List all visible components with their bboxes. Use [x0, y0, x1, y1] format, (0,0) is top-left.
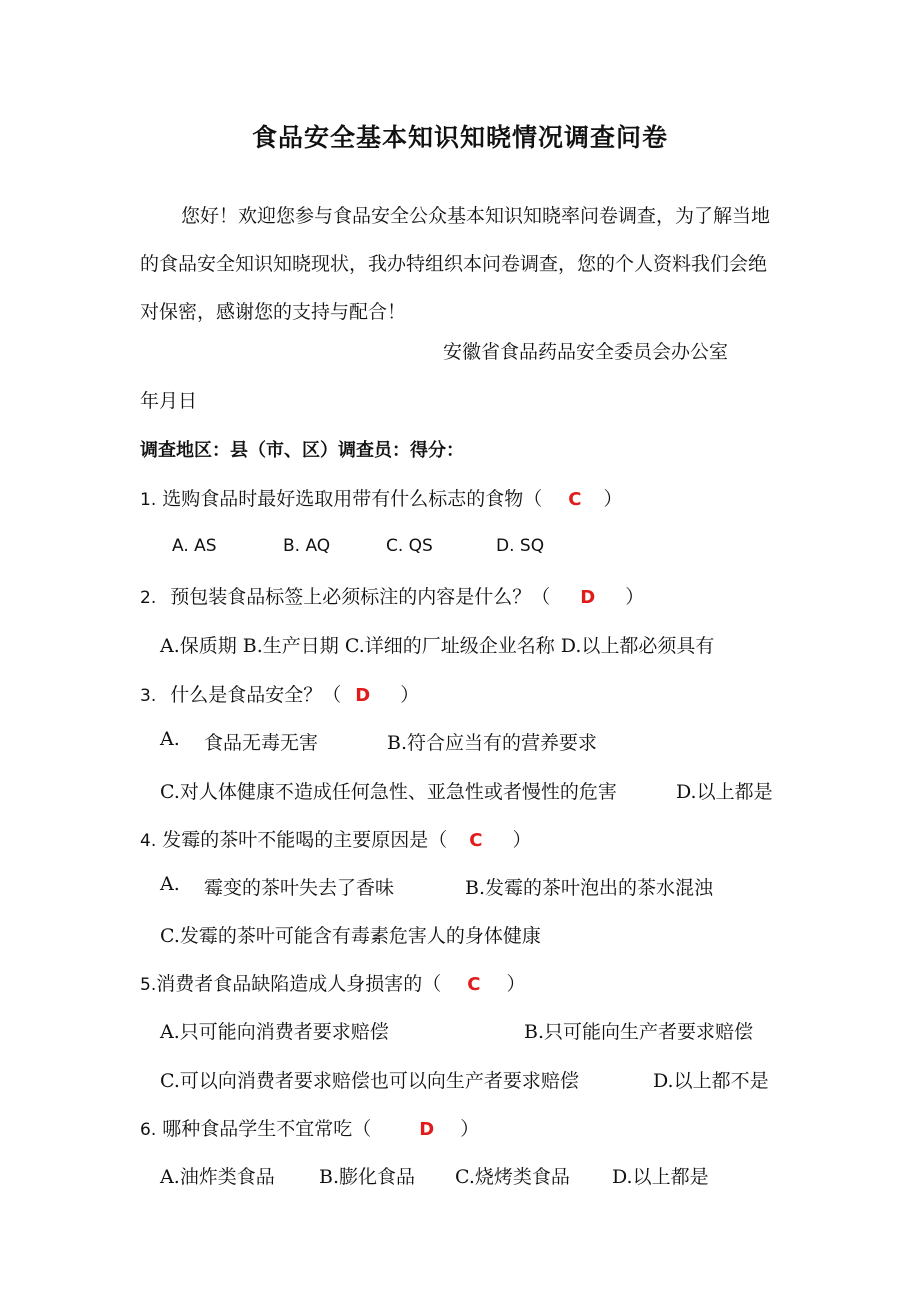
answer-mark: D [355, 685, 371, 706]
option-1a: A. AS [172, 536, 217, 556]
question-number: 1. [140, 490, 157, 510]
question-text: 消费者食品缺陷造成人身损害的（ [156, 973, 442, 995]
option-5a: A.只可能向消费者要求赔偿 [160, 1021, 389, 1043]
question-close: ） [603, 488, 623, 510]
option-1d: D. SQ [496, 536, 545, 556]
answer-mark: C [467, 974, 481, 995]
question-close: ） [625, 586, 645, 608]
option-5b: B.只可能向生产者要求赔偿 [524, 1021, 754, 1043]
question-close: ） [506, 973, 526, 995]
option-6c: C.烧烤类食品 [455, 1166, 570, 1188]
question-close: ） [460, 1118, 480, 1140]
option-1b: B. AQ [283, 536, 331, 556]
question-2 [140, 582, 644, 609]
question-close: ） [512, 829, 532, 851]
question-4 [140, 825, 532, 852]
option-5d: D.以上都不是 [653, 1070, 769, 1092]
question-text: 哪种食品学生不宜常吃（ [162, 1118, 372, 1140]
answer-mark: C [469, 830, 483, 851]
option-6b: B.膨化食品 [319, 1166, 416, 1188]
question-text: 选购食品时最好选取用带有什么标志的食物（ [162, 488, 543, 510]
signer: 安徽省食品药品安全委员会办公室 [443, 341, 729, 363]
answer-mark: D [580, 587, 596, 608]
date-line: 年月日 [140, 390, 198, 412]
question-number: 2. [140, 588, 157, 608]
option-4a: 霉变的茶叶失去了香味 [204, 877, 395, 899]
question-text: 什么是食品安全？（ [170, 684, 342, 706]
option-3d: D.以上都是 [676, 781, 773, 803]
question-number: 3. [140, 686, 157, 706]
option-4b: B.发霉的茶叶泡出的茶水混浊 [465, 877, 714, 899]
question-1 [140, 484, 623, 511]
question-number: 6. [140, 1120, 157, 1140]
question-text: 预包装食品标签上必须标注的内容是什么？（ [170, 586, 551, 608]
question-close: ） [400, 684, 420, 706]
answer-mark: C [568, 489, 582, 510]
option-2-line: A.保质期 B.生产日期 C.详细的厂址级企业名称 D.以上都必须具有 [160, 635, 715, 657]
question-3 [140, 680, 419, 707]
option-1c: C. QS [386, 536, 433, 556]
question-text: 发霉的茶叶不能喝的主要原因是（ [162, 829, 448, 851]
question-number: 5. [140, 975, 157, 995]
option-3a: 食品无毒无害 [204, 732, 319, 754]
option-3c: C.对人体健康不造成任何急性、亚急性或者慢性的危害 [160, 781, 617, 803]
question-5 [140, 969, 525, 996]
intro-paragraph: 您好！欢迎您参与食品安全公众基本知识知晓率问卷调查，为了解当地的食品安全知识知晓现状，我办特组织本问卷调查，您的个人资料我们会绝对保密，感谢您的支持与配合！ [140, 205, 771, 323]
option-4a-letter: A. [160, 873, 180, 895]
document-title: 食品安全基本知识知晓情况调查问卷 [251, 123, 668, 152]
question-number: 4. [140, 831, 157, 851]
option-5c: C.可以向消费者要求赔偿也可以向生产者要求赔偿 [160, 1070, 579, 1092]
question-6 [140, 1114, 479, 1141]
answer-mark: D [419, 1119, 435, 1140]
option-6a: A.油炸类食品 [160, 1166, 275, 1188]
option-4c: C.发霉的茶叶可能含有毒素危害人的身体健康 [160, 925, 541, 947]
option-3a-letter: A. [160, 728, 180, 750]
option-3b: B.符合应当有的营养要求 [387, 732, 598, 754]
survey-header-line: 调查地区：县（市、区）调查员：得分： [140, 440, 464, 461]
option-6d: D.以上都是 [612, 1166, 709, 1188]
